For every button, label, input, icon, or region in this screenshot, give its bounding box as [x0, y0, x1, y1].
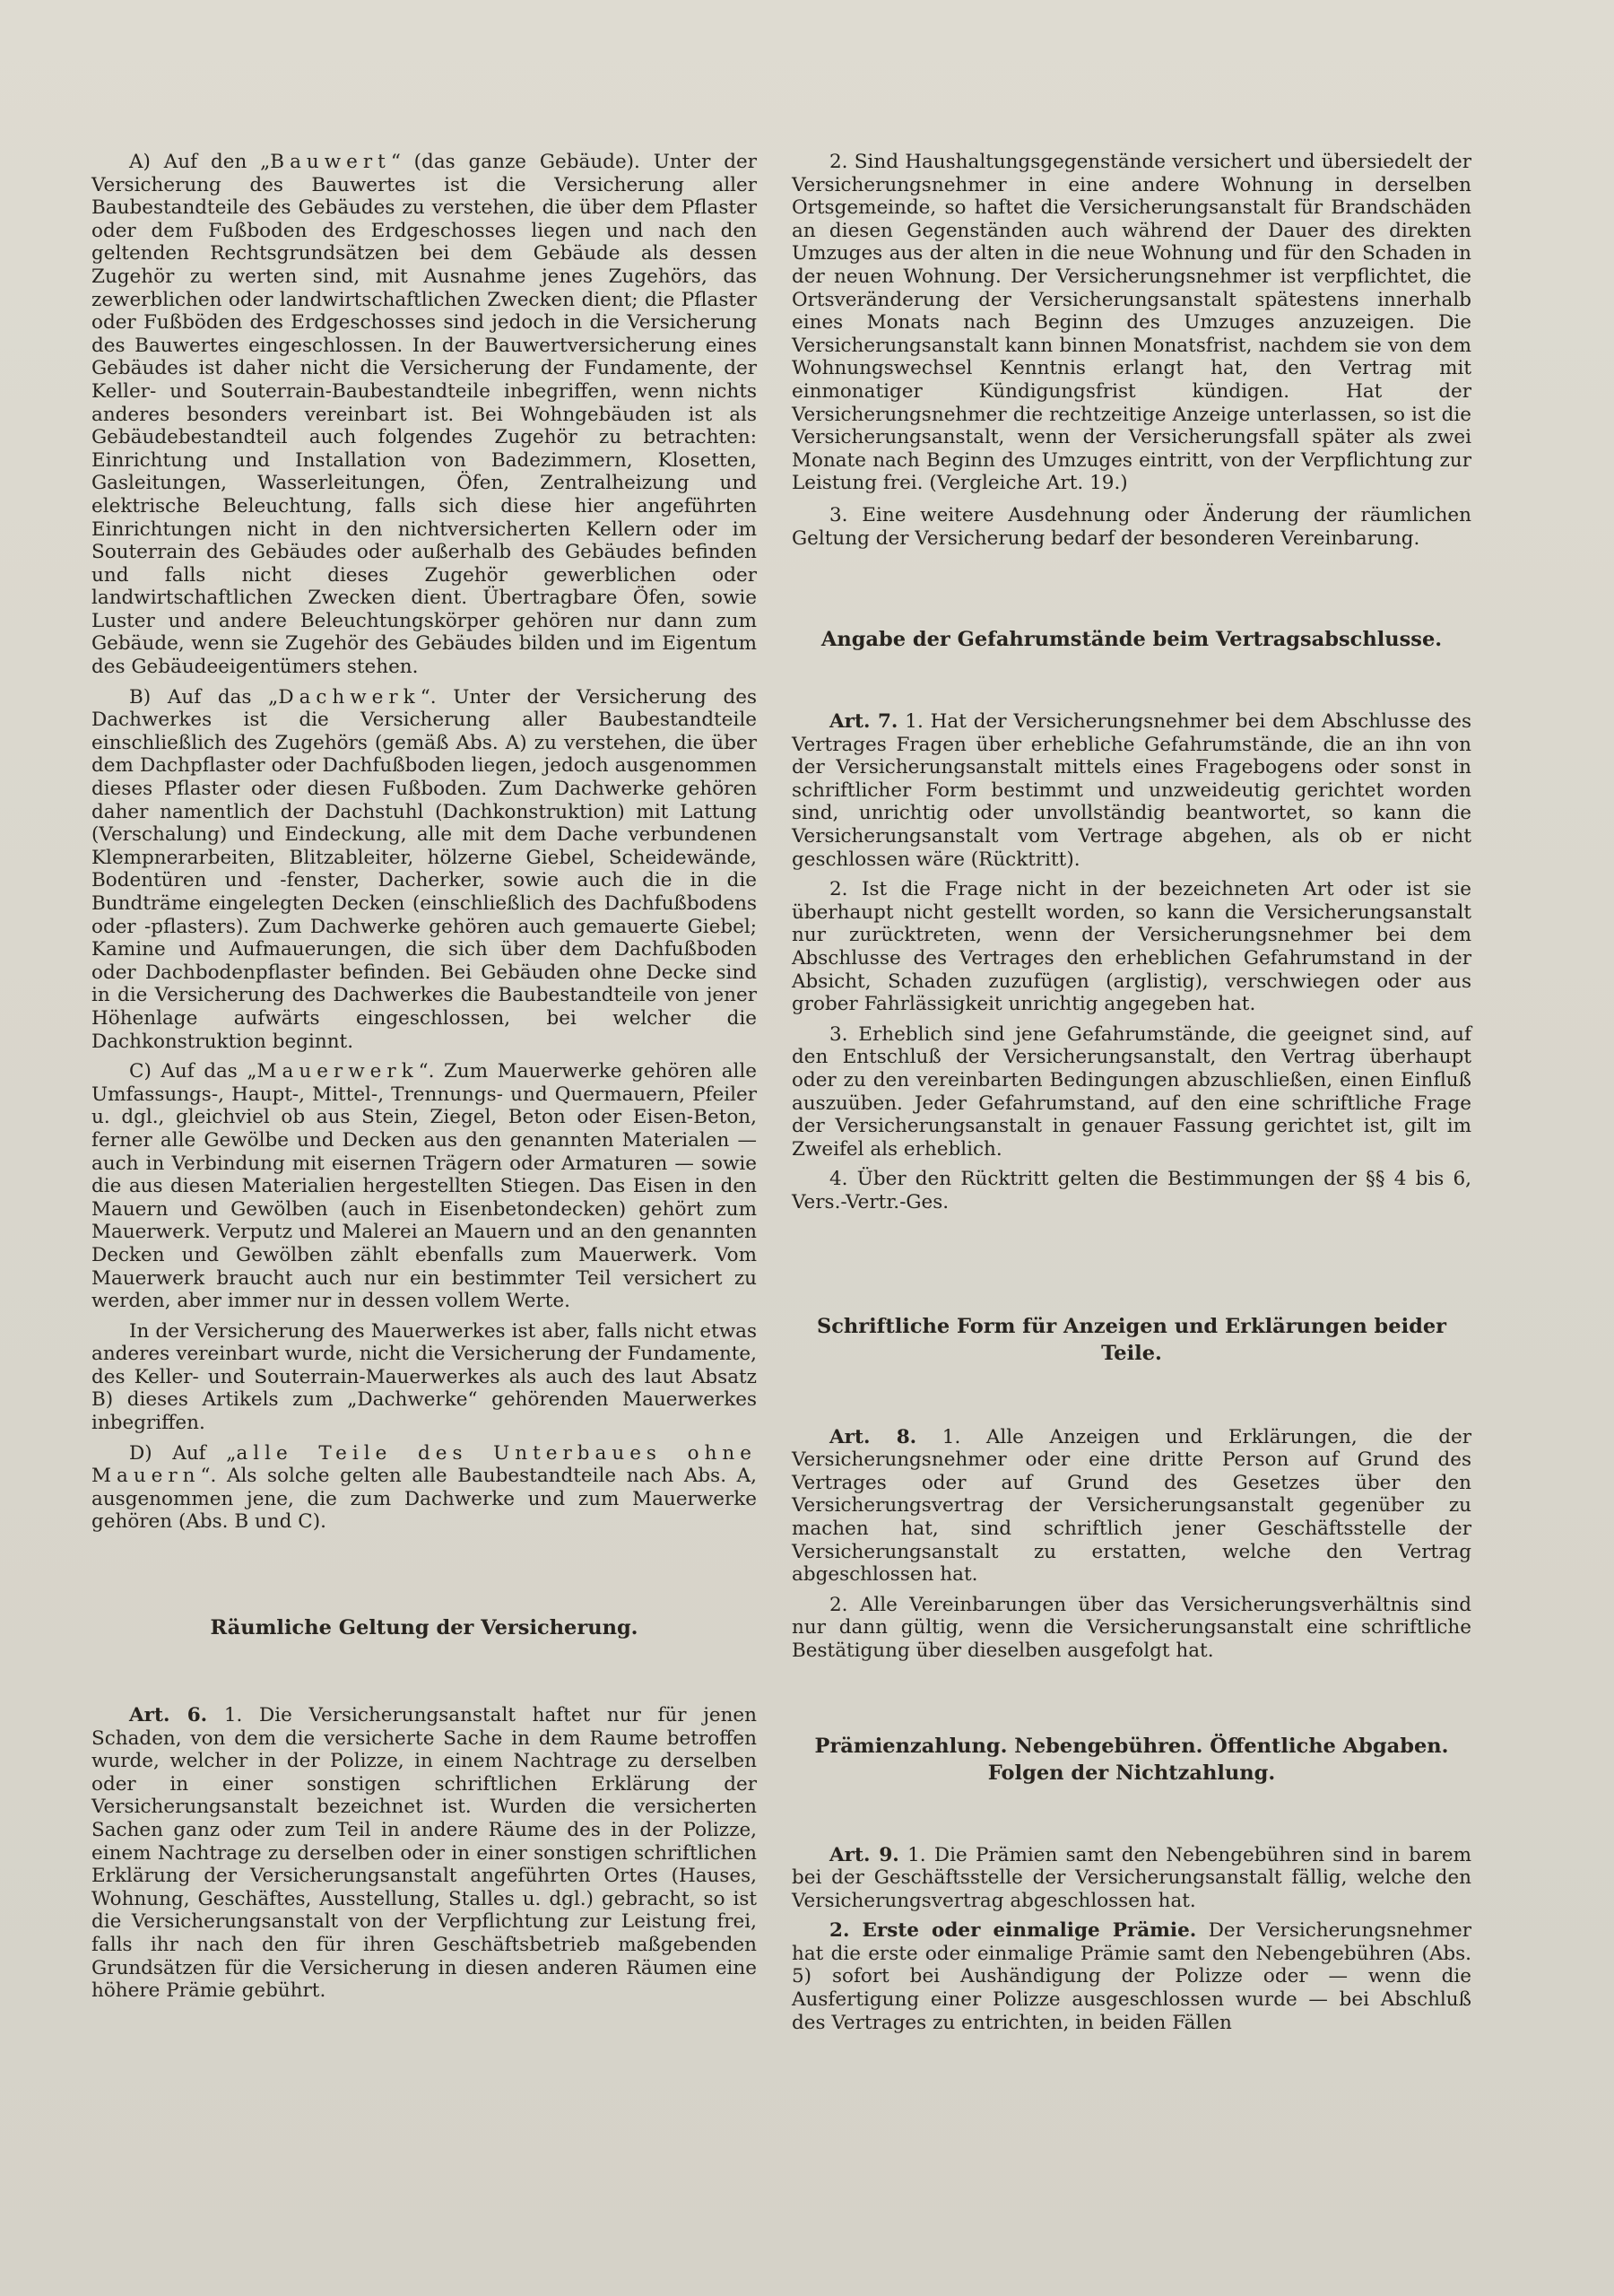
spaced-term: Dachwerk [278, 685, 421, 709]
article-label: Art. 6. [129, 1704, 208, 1727]
paragraph-mauerwerk: C) Auf das „Mauerwerk“. Zum Mauerwerke gehören alle Umfassungs-, Haupt-, Mittel-, Trennungs- und Quermauern, Pfeiler u. dgl., gleichviel ob aus Stein, Ziegel, Beton oder Eisen-Beton, ferner alle Gewölbe und Decken aus den genannten Materialen — auch in Verbindung mit eisernen Trägern oder Armaturen — sowie die aus diesen Materialien hergestellten Stiegen. Das Eisen in den Mauern und Gewölben (auch in Eisenbetondecken) gehört zum Mauerwerk. Verputz und Malerei an Mauern und an den genannten Decken und Gewölben zählt ebenfalls zum Mauerwerk. Vom Mauerwerk braucht auch nur ein bestimmter Teil versichert zu werden, aber immer nur in dessen vollem Werte. [91, 1060, 758, 1313]
spaced-term: Mauerwerk [256, 1060, 419, 1083]
paragraph-art-6-2: 2. Sind Haushaltungsgegenstände versichert und übersiedelt der Versicherungsnehmer in eine andere Wohnung in derselben Ortsgemeinde, so haftet die Versicherungsanstalt für Brandschäden an diesen Gegenständen auch während der Dauer des direkten Umzuges aus der alten in die neue Wohnung und für den Schaden in der neuen Wohnung. Der Versicherungsnehmer ist verpflichtet, die Ortsveränderung der Versicherungsanstalt spätestens innerhalb eines Monats nach Beginn des Umzuges anzuzeigen. Die Versicherungsanstalt kann binnen Monatsfrist, nachdem sie von dem Wohnungswechsel Kenntnis erlangt hat, den Vertrag mit einmonatiger Kündigungsfrist kündigen. Hat der Versicherungsnehmer die rechtzeitige Anzeige unterlassen, so ist die Versicherungsanstalt, wenn der Versicherungsfall später als zwei Monate nach Beginn des Umzuges eintritt, von der Verpflichtung zur Leistung frei. (Vergleiche Art. 19.) [792, 151, 1471, 495]
article-label: Art. 7. [829, 710, 898, 734]
spaced-term: alle Teile des Unterbaues ohne Mauern [91, 1441, 757, 1488]
paragraph-art-7-4: 4. Über den Rücktritt gelten die Bestimmungen der §§ 4 bis 6, Vers.-Vertr.-Ges. [792, 1168, 1471, 1213]
left-column [91, 151, 757, 2010]
paragraph-art-7: Art. 7. 1. Hat der Versicherungsnehmer bei dem Abschlusse des Vertrages Fragen über erhebliche Gefahrumstände, die an ihn von der Versicherungsanstalt mittels eines Fragebogens oder sonst in schriftlicher Form bestimmt und unzweideutig gerichtet worden sind, unrichtig oder unvollständig beantwortet, so kann die Versicherungsanstalt vom Vertrage abgehen, als ob er nicht geschlossen wäre (Rücktritt). [792, 710, 1471, 871]
paragraph-art-7-3: 3. Erheblich sind jene Gefahrumstände, die geeignet sind, auf den Entschluß der Versicherungsanstalt, den Vertrag überhaupt oder zu den vereinbarten Bedingungen abzuschließen, einen Einfluß auszuüben. Jeder Gefahrumstand, auf den eine schriftliche Frage der Versicherungsanstalt in genauer Fassung gerichtet ist, gilt im Zweifel als erheblich. [792, 1022, 1471, 1161]
paragraph-art-8-2: 2. Alle Vereinbarungen über das Versicherungsverhältnis sind nur dann gültig, wenn die Versicherungsanstalt eine schriftliche Bestätigung über dieselben ausgefolgt hat. [792, 1593, 1471, 1662]
paragraph-art-6-3: 3. Eine weitere Ausdehnung oder Änderung der räumlichen Geltung der Versicherung bedarf der besonderen Vereinbarung. [792, 503, 1471, 550]
paragraph-dachwerk: B) Auf das „Dachwerk“. Unter der Versicherung des Dachwerkes ist die Versicherung aller Baubestandteile einschließlich des Zugehörs (gemäß Abs. A) zu verstehen, die über dem Dachpflaster oder Dachfußboden liegen, jedoch ausgenommen dieses Pflaster oder diesen Fußboden. Zum Dachwerke gehören daher namentlich der Dachstuhl (Dachkonstruktion) mit Lattung (Verschalung) und Eindeckung, alle mit dem Dache verbundenen Klempnerarbeiten, Blitzableiter, hölzerne Giebel, Scheidewände, Bodentüren und -fenster, Dacherker, sowie auch die in die Bundträme eingelegten Decken (einschließlich des Dachfußbodens oder -pflasters). Zum Dachwerke gehören auch gemauerte Giebel; Kamine und Aufmauerungen, die sich über dem Dachfußboden oder Dachbodenpflaster befinden. Bei Gebäuden ohne Decke sind in die Versicherung des Dachwerkes die Baubestandteile von jener Höhenlage aufwärts eingeschlossen, bei welcher die Dachkonstruktion beginnt. [91, 685, 757, 1053]
right-column [792, 151, 1471, 2041]
paragraph-art-6: Art. 6. 1. Die Versicherungsanstalt haftet nur für jenen Schaden, von dem die versicherte Sache in dem Raume betroffen wurde, welcher in der Polizze, in einem Nachtrage zu derselben oder in einer sonstigen schriftlichen Erklärung der Versicherungsanstalt bezeichnet ist. Wurden die versicherten Sachen ganz oder zum Teil in andere Räume des in der Polizze, einem Nachtrage zu derselben oder in einer sonstigen schriftlichen Erklärung der Versicherungsanstalt angeführten Ortes (Hauses, Wohnung, Geschäftes, Ausstellung, Stalles u. dgl.) gebracht, so ist die Versicherungsanstalt von der Verpflichtung zur Leistung frei, falls ihr nach den für ihren Geschäftsbetrieb maßgebenden Grundsätzen für die Versicherung in diesen anderen Räumen eine höhere Prämie gebührt. [91, 1704, 757, 2003]
spaced-term: Bauwert [270, 151, 391, 173]
article-label: Art. 9. [829, 1843, 899, 1866]
paragraph-unterbau: D) Auf „alle Teile des Unterbaues ohne Mauern“. Als solche gelten alle Baubestandteile nach Abs. A, ausgenommen jene, die zum Dachwerke und zum Mauerwerke gehören (Abs. B und C). [91, 1441, 757, 1534]
article-label: Art. 8. [829, 1425, 917, 1448]
paragraph-mauerwerk-2: In der Versicherung des Mauerwerkes ist aber, falls nicht etwas anderes vereinbart wurde, nicht die Versicherung der Fundamente, des Keller- und Souterrain-Mauerwerkes als auch des laut Absatz B) dieses Artikels zum „Dachwerke“ gehörenden Mauerwerkes inbegriffen. [91, 1319, 757, 1435]
section-heading-schriftliche-form: Schriftliche Form für Anzeigen und Erklärungen beider Teile. [816, 1314, 1447, 1365]
paragraph-art-9: Art. 9. 1. Die Prämien samt den Nebengebühren sind in barem bei der Geschäftsstelle der Versicherungsanstalt fällig, welche den Versicherungsvertrag abgeschlossen hat. [792, 1843, 1471, 1912]
paragraph-art-8: Art. 8. 1. Alle Anzeigen und Erklärungen, die der Versicherungsnehmer oder eine dritte Person auf Grund des Vertrages oder auf Grund des Gesetzes über den Versicherungsvertrag der Versicherungsanstalt gegenüber zu machen hat, sind schriftlich jener Geschäftsstelle der Versicherungsanstalt zu erstatten, welche den Vertrag abgeschlossen hat. [792, 1425, 1472, 1587]
section-heading-raeumliche-geltung: Räumliche Geltung der Versicherung. [210, 1616, 638, 1640]
paragraph-bauwert: A) Auf den „Bauwert“ (das ganze Gebäude). Unter der Versicherung des Bauwertes ist die Versicherung aller Baubestandteile des Gebäudes zu verstehen, die über dem Pflaster oder dem Fußboden des Erdgeschosses liegen und nach den geltenden Rechtsgrundsätzen bei dem Gebäude als dessen Zugehör zu werten sind, mit Ausnahme jenes Zugehörs, das zewerblichen oder landwirtschaftlichen Zwecken dient; die Pflaster oder Fußböden des Erdgeschosses sind jedoch in die Versicherung des Bauwertes eingeschlossen. In der Bauwertversicherung eines Gebäudes ist daher nicht die Versicherung der Fundamente, der Keller- und Souterrain-Baubestandteile inbegriffen, wenn nichts anderes besonders vereinbart ist. Bei Wohngebäuden ist als Gebäudebestandteil auch folgendes Zugehör zu betrachten: Einrichtung und Installation von Badezimmern, Klosetten, Gasleitungen, Wasserleitungen, Öfen, Zentralheizung und elektrische Beleuchtung, falls sich diese hier angeführten Einrichtungen nicht in den nichtversicherten Kellern oder im Souterrain des Gebäudes oder außerhalb des Gebäudes befinden und falls nicht dieses Zugehör gewerblichen oder landwirtschaftlichen Zwecken dient. Übertragbare Öfen, sowie Luster und andere Beleuchtungskörper gehören nur dann zum Gebäude, wenn sie Zugehör des Gebäudes bilden und im Eigentum des Gebäudeeigentümers stehen. [91, 151, 757, 679]
subsection-label: 2. Erste oder einmalige Prämie. [829, 1919, 1197, 1943]
section-heading-praemienzahlung: Prämienzahlung. Nebengebühren. Öffentliche Abgaben. Folgen der Nichtzahlung. [814, 1734, 1449, 1785]
paragraph-art-9-2: 2. Erste oder einmalige Prämie. Der Versicherungsnehmer hat die erste oder einmalige Prämie samt den Nebengebühren (Abs. 5) sofort bei Aushändigung der Polizze oder — wenn die Ausfertigung einer Polizze ausgeschlossen wurde — bei Abschluß des Vertrages zu entrichten, in beiden Fällen [792, 1919, 1471, 2034]
paragraph-art-7-2: 2. Ist die Frage nicht in der bezeichneten Art oder ist sie überhaupt nicht gestellt worden, so kann die Versicherungsanstalt nur zurücktreten, wenn der Versicherungsnehmer bei dem Abschlusse des Vertrages den erheblichen Gefahrumstand in der Absicht, Schaden zuzufügen (arglistig), verschwiegen oder aus grober Fahrlässigkeit unrichtig angegeben hat. [792, 878, 1471, 1016]
section-heading-gefahrumstaende: Angabe der Gefahrumstände beim Vertragsabschlusse. [820, 628, 1443, 652]
